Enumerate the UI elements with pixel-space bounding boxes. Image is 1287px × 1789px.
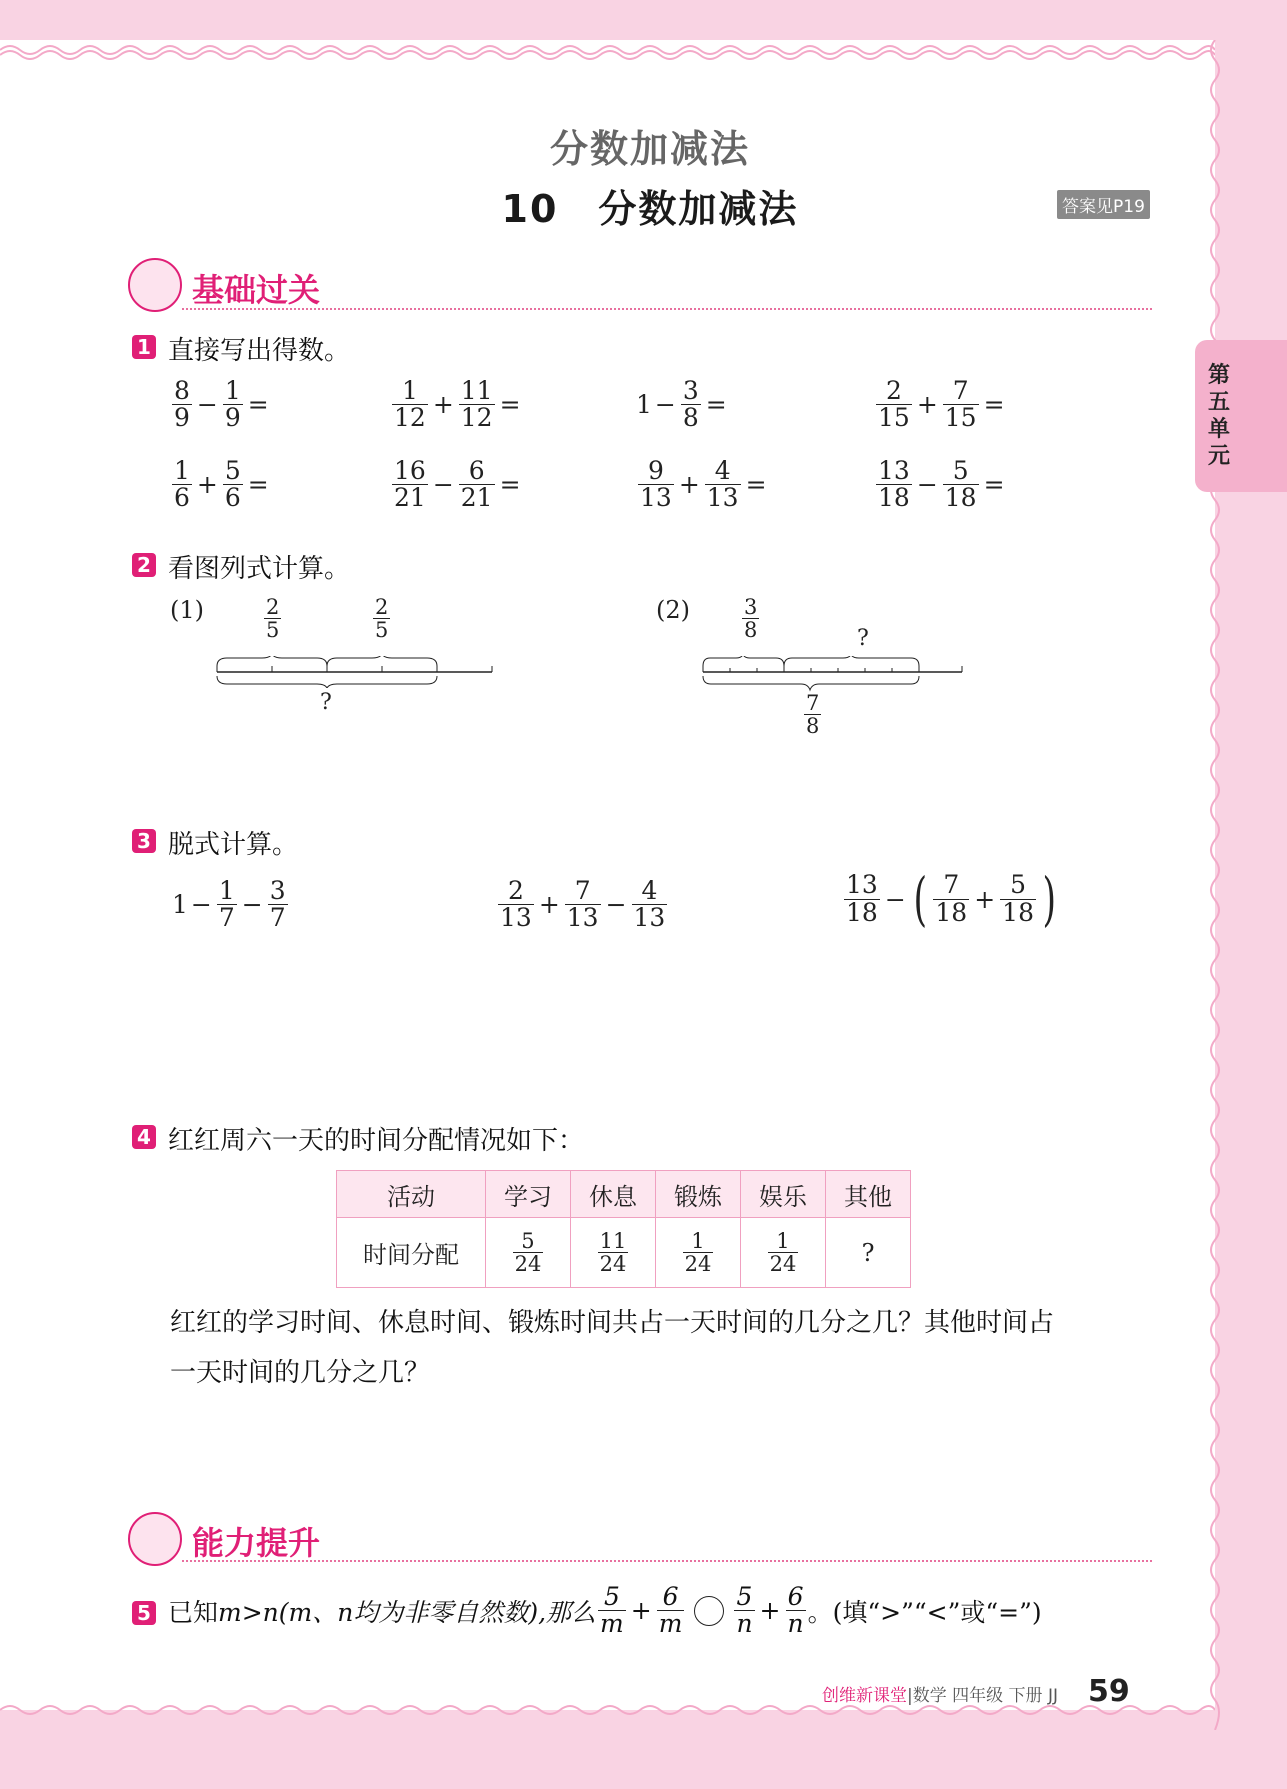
question-number: 4	[132, 1125, 156, 1149]
advanced-section-title: 能力提升	[192, 1524, 321, 1562]
diagram-2-line	[698, 656, 966, 692]
fraction: $\frac{4}{13}$	[706, 456, 739, 513]
diagram-2-unknown: ?	[857, 626, 869, 651]
table-header-cell: 其他	[826, 1171, 911, 1218]
fraction: $\frac{13}{18}$	[878, 456, 910, 513]
q1-expression-4: $\frac{2}{15}$ + $\frac{7}{15}$ =	[878, 376, 1005, 433]
footer-book-info: |数学 四年级 下册 JJ	[907, 1686, 1058, 1706]
advanced-section-mascot-icon	[128, 1512, 182, 1566]
table-header-cell: 学习	[486, 1171, 571, 1218]
q3-expression-3: $\frac{13}{18}$ − ( $\frac{7}{18}$ + $\frac{5}{18}$ )	[846, 865, 1057, 933]
question-text-line-1: 红红的学习时间、休息时间、锻炼时间共占一天时间的几分之几？其他时间占	[170, 1308, 1055, 1338]
footer-brand: 创维新课堂	[822, 1686, 907, 1706]
diagram-2-label: (2)	[656, 596, 690, 624]
table-cell: $\frac{5}{24}$	[486, 1218, 571, 1288]
chapter-title: 分数加减法	[549, 127, 750, 171]
question-number: 5	[132, 1601, 156, 1625]
question-number: 3	[132, 829, 156, 853]
section-divider	[182, 308, 1152, 310]
basic-section-mascot-icon	[128, 258, 182, 312]
question-number: 2	[132, 553, 156, 577]
question-prompt: 看图列式计算。	[168, 554, 351, 584]
table-header-cell: 休息	[571, 1171, 656, 1218]
table-header-row	[337, 1171, 911, 1218]
q3-expression-2: $\frac{2}{13}$ + $\frac{7}{13}$ − $\frac{4}{13}$	[500, 876, 666, 933]
fraction: $\frac{9}{13}$	[640, 456, 672, 513]
q1-expression-3: 1 − $\frac{3}{8}$ =	[636, 376, 727, 433]
q3-expression-1: 1 − $\frac{1}{7}$ − $\frac{3}{7}$	[172, 876, 286, 933]
section-divider	[182, 1560, 1152, 1562]
diagram-2-total-fraction: $\frac{7}{8}$	[806, 691, 820, 739]
lesson-title: 10 分数加减法	[501, 187, 799, 231]
question-prompt: 红红周六一天的时间分配情况如下：	[168, 1126, 585, 1156]
fraction: $\frac{2}{15}$	[878, 376, 910, 433]
wavy-right-border	[1195, 40, 1235, 1730]
basic-section-title: 基础过关	[192, 271, 321, 309]
diagram-2-fraction-a: $\frac{3}{8}$	[744, 595, 758, 643]
table-header-cell: 娱乐	[741, 1171, 826, 1218]
fraction: $\frac{6}{21}$	[460, 456, 493, 513]
fraction: $\frac{5}{18}$	[944, 456, 977, 513]
wavy-top-border	[0, 30, 1215, 60]
q1-expression-5: $\frac{1}{6}$ + $\frac{5}{6}$ =	[174, 456, 269, 513]
page-number: 59	[1087, 1674, 1130, 1709]
time-allocation-table	[336, 1170, 911, 1288]
fraction: $\frac{3}{8}$	[682, 376, 699, 433]
question-number: 1	[132, 335, 156, 359]
table-header-cell: 活动	[337, 1171, 486, 1218]
diagram-1-fraction-a: $\frac{2}{5}$	[266, 595, 280, 643]
q1-expression-6: $\frac{16}{21}$ − $\frac{6}{21}$ =	[394, 456, 521, 513]
answer-circle[interactable]	[694, 1596, 724, 1626]
fraction: $\frac{1}{6}$	[174, 456, 190, 513]
table-row-label: 时间分配	[337, 1218, 486, 1288]
q1-expression-1: $\frac{8}{9}$ − $\frac{1}{9}$ =	[174, 376, 269, 433]
footer	[822, 1674, 1130, 1709]
table-cell: $\frac{11}{24}$	[571, 1218, 656, 1288]
fraction: $\frac{5}{6}$	[224, 456, 241, 513]
fraction: $\frac{1}{9}$	[224, 376, 241, 433]
question-text-line-2: 一天时间的几分之几？	[170, 1358, 431, 1388]
question-prompt: 直接写出得数。	[168, 336, 351, 366]
answer-reference-badge: 答案见P19	[1057, 190, 1150, 219]
table-row	[337, 1218, 911, 1288]
q1-expression-7: $\frac{9}{13}$ + $\frac{4}{13}$ =	[640, 456, 767, 513]
q1-expression-2: $\frac{1}{12}$ + $\frac{11}{12}$ =	[394, 376, 521, 433]
question-prompt: 脱式计算。	[168, 830, 299, 860]
table-header-cell: 锻炼	[656, 1171, 741, 1218]
q5-statement: 已知 m>n(m、n均为非零自然数),那么 $\frac{5}{m}$ + $\frac{6}{m}$ $\frac{5}{n}$ + $\frac{6}{n}$ 。(填“>”“<”或“=”)	[168, 1582, 1042, 1639]
diagram-1-line	[212, 656, 497, 688]
diagram-1-label: (1)	[170, 596, 204, 624]
fraction: $\frac{8}{9}$	[174, 376, 190, 433]
table-cell: $\frac{1}{24}$	[741, 1218, 826, 1288]
diagram-1-fraction-b: $\frac{2}{5}$	[375, 595, 389, 643]
q1-expression-8: $\frac{13}{18}$ − $\frac{5}{18}$ =	[878, 456, 1005, 513]
fraction: $\frac{1}{12}$	[394, 376, 426, 433]
table-cell: $\frac{1}{24}$	[656, 1218, 741, 1288]
fraction: $\frac{11}{12}$	[460, 376, 493, 433]
table-cell: ?	[826, 1218, 911, 1288]
unit-tab-label: 第五单元	[1207, 363, 1230, 469]
fraction: $\frac{7}{15}$	[944, 376, 977, 433]
fraction: $\frac{16}{21}$	[394, 456, 426, 513]
diagram-1-unknown: ?	[320, 690, 332, 715]
